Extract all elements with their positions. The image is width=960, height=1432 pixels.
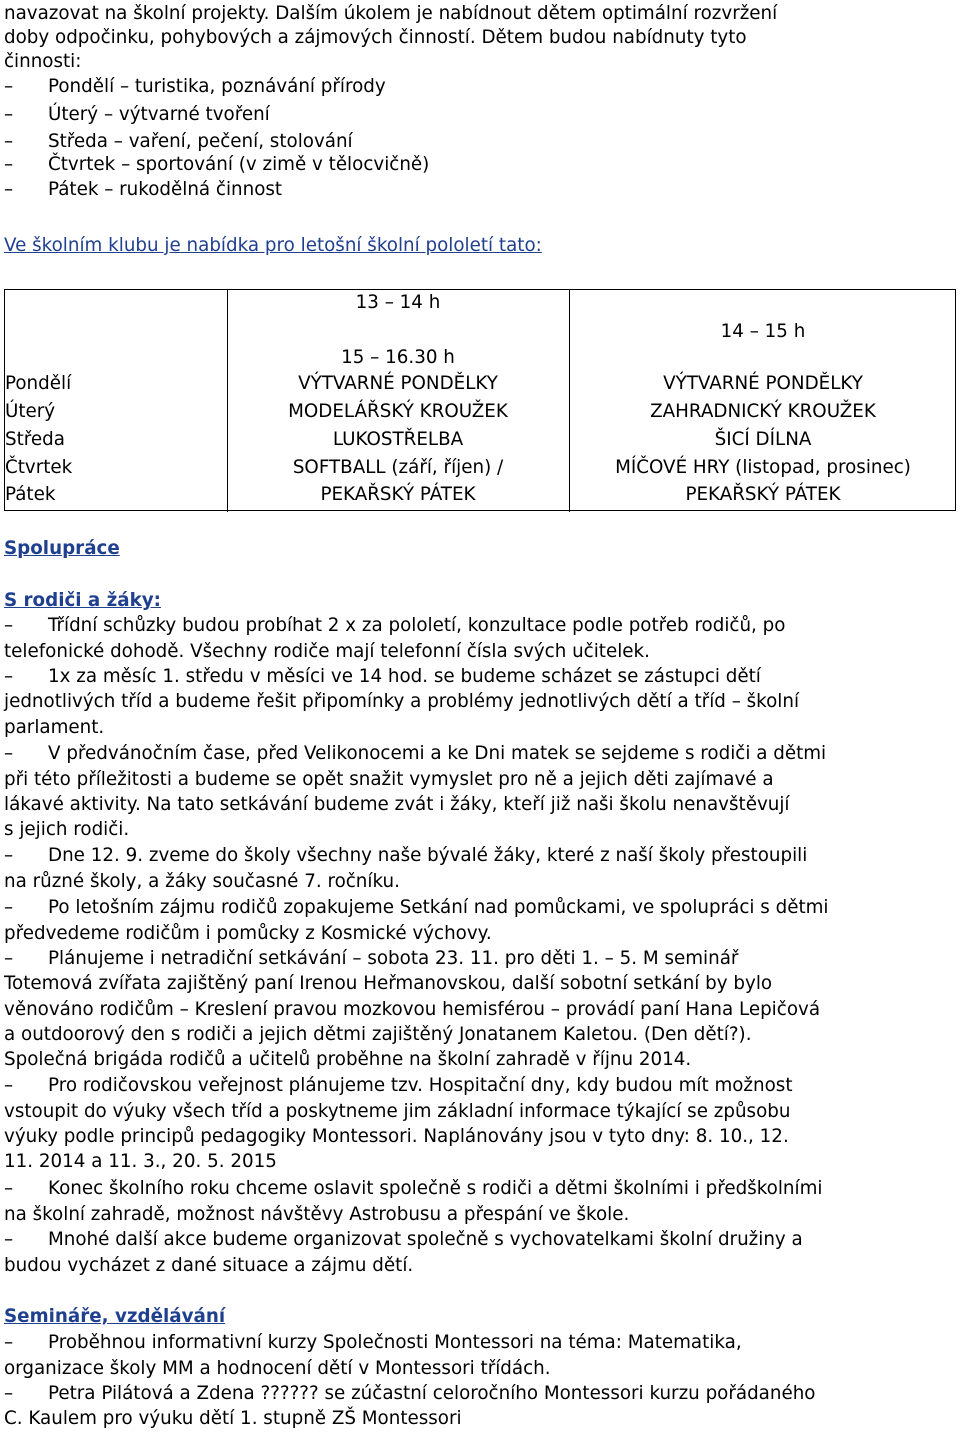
col1-header-top: 13 – 14 h: [355, 292, 441, 313]
coop-text: telefonické dohodě. Všechny rodiče mají telefonní čísla svých učitelek.: [4, 641, 650, 662]
coop-text: Třídní schůzky budou probíhat 2 x za pololetí, konzultace podle potřeb rodičů, po: [48, 615, 786, 636]
table-row-day: Čtvrtek: [5, 457, 73, 478]
rodice-heading: S rodiči a žáky:: [4, 590, 161, 611]
table-row-day: Pondělí: [5, 373, 72, 394]
dash-bullet: –: [4, 154, 14, 175]
table-row-day: Pátek: [5, 484, 56, 505]
coop-text: 1x za měsíc 1. středu v měsíci ve 14 hod. se budeme scházet se zástupci dětí: [48, 666, 761, 687]
activity-tuesday: Úterý – výtvarné tvoření: [48, 104, 270, 125]
intro-line-3: činnosti:: [4, 51, 82, 72]
dash-bullet: –: [4, 615, 14, 636]
coop-text: Mnohé další akce budeme organizovat společně s vychovatelkami školní družiny a: [48, 1229, 803, 1250]
intro-line-1: navazovat na školní projekty. Dalším úkolem je nabídnout dětem optimální rozvržení: [4, 3, 778, 24]
dash-bullet: –: [4, 845, 14, 866]
table-cell: PEKAŘSKÝ PÁTEK: [685, 484, 841, 505]
seminar-text: Petra Pilátová a Zdena ?????? se zúčastní celoročního Montessori kurzu pořádaného: [48, 1383, 816, 1404]
col1-header-bottom: 15 – 16.30 h: [341, 347, 455, 368]
coop-text: a outdoorový den s rodiči a jejich dětmi zajištěný Jonatanem Kaletou. (Den dětí?).: [4, 1024, 752, 1045]
dash-bullet: –: [4, 76, 14, 97]
coop-text: parlament.: [4, 717, 105, 738]
coop-text: 11. 2014 a 11. 3., 20. 5. 2015: [4, 1151, 277, 1172]
list-item: [4, 153, 604, 177]
coop-text: s jejich rodiči.: [4, 819, 130, 840]
list-item: [4, 178, 604, 202]
list-item: [4, 614, 954, 638]
dash-bullet: –: [4, 1332, 14, 1353]
dash-bullet: –: [4, 948, 14, 969]
list-item: [4, 844, 954, 868]
activity-thursday: Čtvrtek – sportování (v zimě v tělocvičně): [48, 154, 430, 175]
list-item: [4, 1074, 954, 1098]
activity-monday: Pondělí – turistika, poznávání přírody: [48, 76, 386, 97]
table-cell: PEKAŘSKÝ PÁTEK: [320, 484, 476, 505]
dash-bullet: –: [4, 1178, 14, 1199]
table-cell: ŠICÍ DÍLNA: [714, 429, 812, 450]
list-item: [4, 1228, 954, 1252]
table-cell: MODELÁŘSKÝ KROUŽEK: [288, 401, 508, 422]
seminar-text: organizace školy MM a hodnocení dětí v Montessori třídách.: [4, 1358, 551, 1379]
dash-bullet: –: [4, 104, 14, 125]
seminar-text: C. Kaulem pro výuku dětí 1. stupně ZŠ Montessori: [4, 1408, 462, 1429]
activity-friday: Pátek – rukodělná činnost: [48, 179, 283, 200]
coop-text: Dne 12. 9. zveme do školy všechny naše bývalé žáky, které z naší školy přestoupili: [48, 845, 808, 866]
table-cell: ZAHRADNICKÝ KROUŽEK: [650, 401, 876, 422]
table-cell: SOFTBALL (září, říjen) /: [292, 457, 504, 478]
dash-bullet: –: [4, 131, 14, 152]
table-cell: VÝTVARNÉ PONDĚLKY: [663, 373, 863, 394]
seminare-heading: Semináře, vzdělávání: [4, 1306, 226, 1327]
list-item: [4, 665, 954, 689]
dash-bullet: –: [4, 1075, 14, 1096]
coop-text: vstoupit do výuky všech tříd a poskytneme jim základní informace týkající se způsobu: [4, 1101, 791, 1122]
dash-bullet: –: [4, 1229, 14, 1250]
dash-bullet: –: [4, 743, 14, 764]
table-row-day: Středa: [5, 429, 65, 450]
coop-text: Konec školního roku chceme oslavit společně s rodiči a dětmi školními i předškolními: [48, 1178, 823, 1199]
coop-text: věnováno rodičům – Kreslení pravou mozkovou hemisférou – provádí paní Hana Lepičová: [4, 999, 821, 1020]
list-item: [4, 75, 604, 99]
col2-header: 14 – 15 h: [720, 321, 806, 342]
coop-text: Společná brigáda rodičů a učitelů proběhne na školní zahradě v říjnu 2014.: [4, 1049, 692, 1070]
coop-text: jednotlivých tříd a budeme řešit připomínky a problémy jednotlivých dětí a tříd – školní: [4, 691, 800, 712]
list-item: [4, 1382, 954, 1406]
coop-text: Plánujeme i netradiční setkávání – sobota 23. 11. pro děti 1. – 5. M seminář: [48, 948, 739, 969]
intro-line-2: doby odpočinku, pohybových a zájmových činností. Dětem budou nabídnuty tyto: [4, 27, 747, 48]
table-cell: LUKOSTŘELBA: [332, 429, 464, 450]
list-item: [4, 896, 954, 920]
list-item: [4, 947, 954, 971]
club-heading: Ve školním klubu je nabídka pro letošní školní pololetí tato:: [4, 235, 542, 256]
table-cell: VÝTVARNÉ PONDĚLKY: [298, 373, 498, 394]
coop-text: předvedeme rodičům i pomůcky z Kosmické výchovy.: [4, 923, 492, 944]
dash-bullet: –: [4, 666, 14, 687]
coop-text: výuky podle principů pedagogiky Montessori. Naplánovány jsou v tyto dny: 8. 10., 12.: [4, 1126, 789, 1147]
list-item: [4, 742, 954, 766]
coop-text: Po letošním zájmu rodičů zopakujeme Setkání nad pomůckami, ve spolupráci s dětmi: [48, 897, 829, 918]
coop-text: budou vycházet z dané situace a zájmu dětí.: [4, 1255, 414, 1276]
coop-text: V předvánočním čase, před Velikonocemi a ke Dni matek se sejdeme s rodiči a dětmi: [48, 743, 827, 764]
activity-wednesday: Středa – vaření, pečení, stolování: [48, 131, 353, 152]
coop-text: Totemová zvířata zajištěný paní Irenou Heřmanovskou, další sobotní setkání by bylo: [4, 973, 773, 994]
club-schedule-table: [4, 289, 956, 511]
list-item: [4, 1331, 954, 1355]
coop-text: na školní zahradě, možnost návštěvy Astrobusu a přespání ve škole.: [4, 1204, 630, 1225]
coop-text: lákavé aktivity. Na tato setkávání budeme zvát i žáky, kteří již naši školu nenavštěvují: [4, 794, 790, 815]
spoluprace-heading: Spolupráce: [4, 538, 120, 559]
list-item: [4, 103, 604, 127]
dash-bullet: –: [4, 179, 14, 200]
coop-text: na různé školy, a žáky současné 7. ročníku.: [4, 871, 400, 892]
list-item: [4, 130, 604, 154]
coop-text: Pro rodičovskou veřejnost plánujeme tzv. Hospitační dny, kdy budou mít možnost: [48, 1075, 793, 1096]
table-row-day: Úterý: [5, 401, 56, 422]
dash-bullet: –: [4, 1383, 14, 1404]
list-item: [4, 1177, 954, 1201]
seminar-text: Proběhnou informativní kurzy Společnosti Montessori na téma: Matematika,: [48, 1332, 742, 1353]
table-cell: MÍČOVÉ HRY (listopad, prosinec): [615, 457, 911, 478]
dash-bullet: –: [4, 897, 14, 918]
coop-text: při této příležitosti a budeme se opět snažit vymyslet pro ně a jejich děti zajímavé a: [4, 769, 774, 790]
